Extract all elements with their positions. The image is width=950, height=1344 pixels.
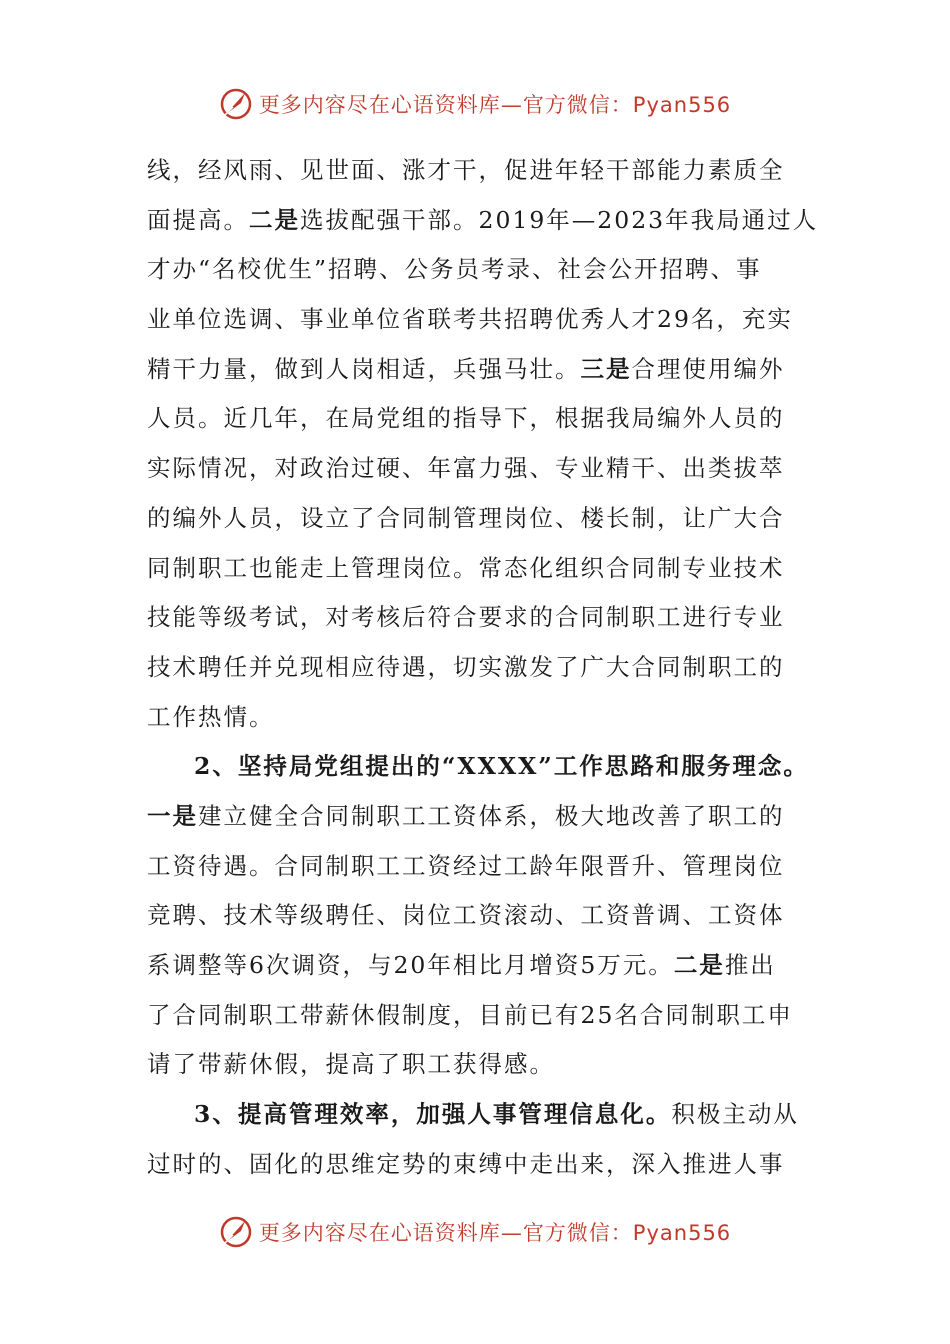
text-line [147,792,797,842]
bold-text-segment: 2、坚持局党组提出的“XXXX”工作思路和服务理念。 [194,752,809,781]
text-segment: 竞聘、技术等级聘任、岗位工资滚动、工资普调、工资体 [147,901,785,930]
text-segment: 才办“名校优生”招聘、公务员考录、社会公开招聘、事 [147,255,762,284]
text-line [147,544,797,594]
text-segment: 合理使用编外 [631,354,785,383]
bold-text-segment: 三是 [580,354,632,383]
header-banner-text: 更多内容尽在心语资料库—官方微信：Pyan556 [258,93,732,117]
text-segment: 请了带薪休假，提高了职工获得感。 [147,1050,555,1079]
text-line [147,444,797,494]
text-line [147,593,797,643]
text-line [147,693,797,743]
bold-text-segment: 一是 [147,801,198,830]
text-segment: 选拔配强干部。2019年—2023年我局通过人 [300,205,819,234]
text-segment: 业单位选调、事业单位省联考共招聘优秀人才29名，充实 [147,305,793,334]
text-line [147,1090,797,1140]
text-segment: 面提高。 [147,205,249,234]
text-line [147,891,797,941]
text-line [147,345,797,395]
text-line [147,1040,797,1090]
text-line [147,842,797,892]
text-line [147,941,797,991]
text-segment: 工资待遇。合同制职工工资经过工龄年限晋升、管理岗位 [147,851,785,880]
bold-text-segment: 二是 [249,205,300,234]
text-line [147,991,797,1041]
footer-banner-text: 更多内容尽在心语资料库—官方微信：Pyan556 [258,1221,732,1245]
bold-text-segment: 二是 [673,951,725,979]
text-segment: 技能等级考试，对考核后符合要求的合同制职工进行专业 [147,603,785,632]
text-segment: 精干力量，做到人岗相适，兵强马壮。 [147,354,581,383]
footer-banner [0,1210,950,1254]
text-segment: 同制职工也能走上管理岗位。常态化组织合同制专业技术 [147,553,785,582]
text-line [147,742,809,792]
text-segment: 推出 [724,951,776,979]
text-line [147,295,797,345]
text-segment: 技术聘任并兑现相应待遇，切实激发了广大合同制职工的 [147,652,785,681]
text-segment: 过时的、固化的思维定势的束缚中走出来，深入推进人事 [147,1149,785,1178]
text-segment: 的编外人员，设立了合同制管理岗位、楼长制，让广大合 [147,503,785,532]
text-segment: 工作热情。 [147,702,275,731]
text-line [147,643,797,693]
text-line [147,394,797,444]
text-line [147,245,797,295]
text-segment: 了合同制职工带薪休假制度，目前已有25名合同制职工申 [147,1000,793,1029]
quill-logo-icon [219,1215,253,1249]
bold-text-segment: 3、提高管理效率，加强人事管理信息化。 [194,1100,672,1129]
text-line [147,1140,797,1190]
text-line [147,196,819,246]
text-line [147,146,797,196]
quill-logo-icon [219,87,253,121]
document-body [147,146,819,1189]
text-segment: 线，经风雨、见世面、涨才干，促进年轻干部能力素质全 [147,156,785,184]
text-segment: 人员。近几年，在局党组的指导下，根据我局编外人员的 [147,404,785,433]
text-line [147,494,797,544]
header-banner [0,82,950,126]
text-segment: 实际情况，对政治过硬、年富力强、专业精干、出类拔萃 [147,454,785,483]
text-segment: 系调整等6次调资，与20年相比月增资5万元。 [147,951,674,979]
text-segment: 积极主动从 [671,1100,799,1129]
text-segment: 建立健全合同制职工工资体系，极大地改善了职工的 [198,801,785,830]
